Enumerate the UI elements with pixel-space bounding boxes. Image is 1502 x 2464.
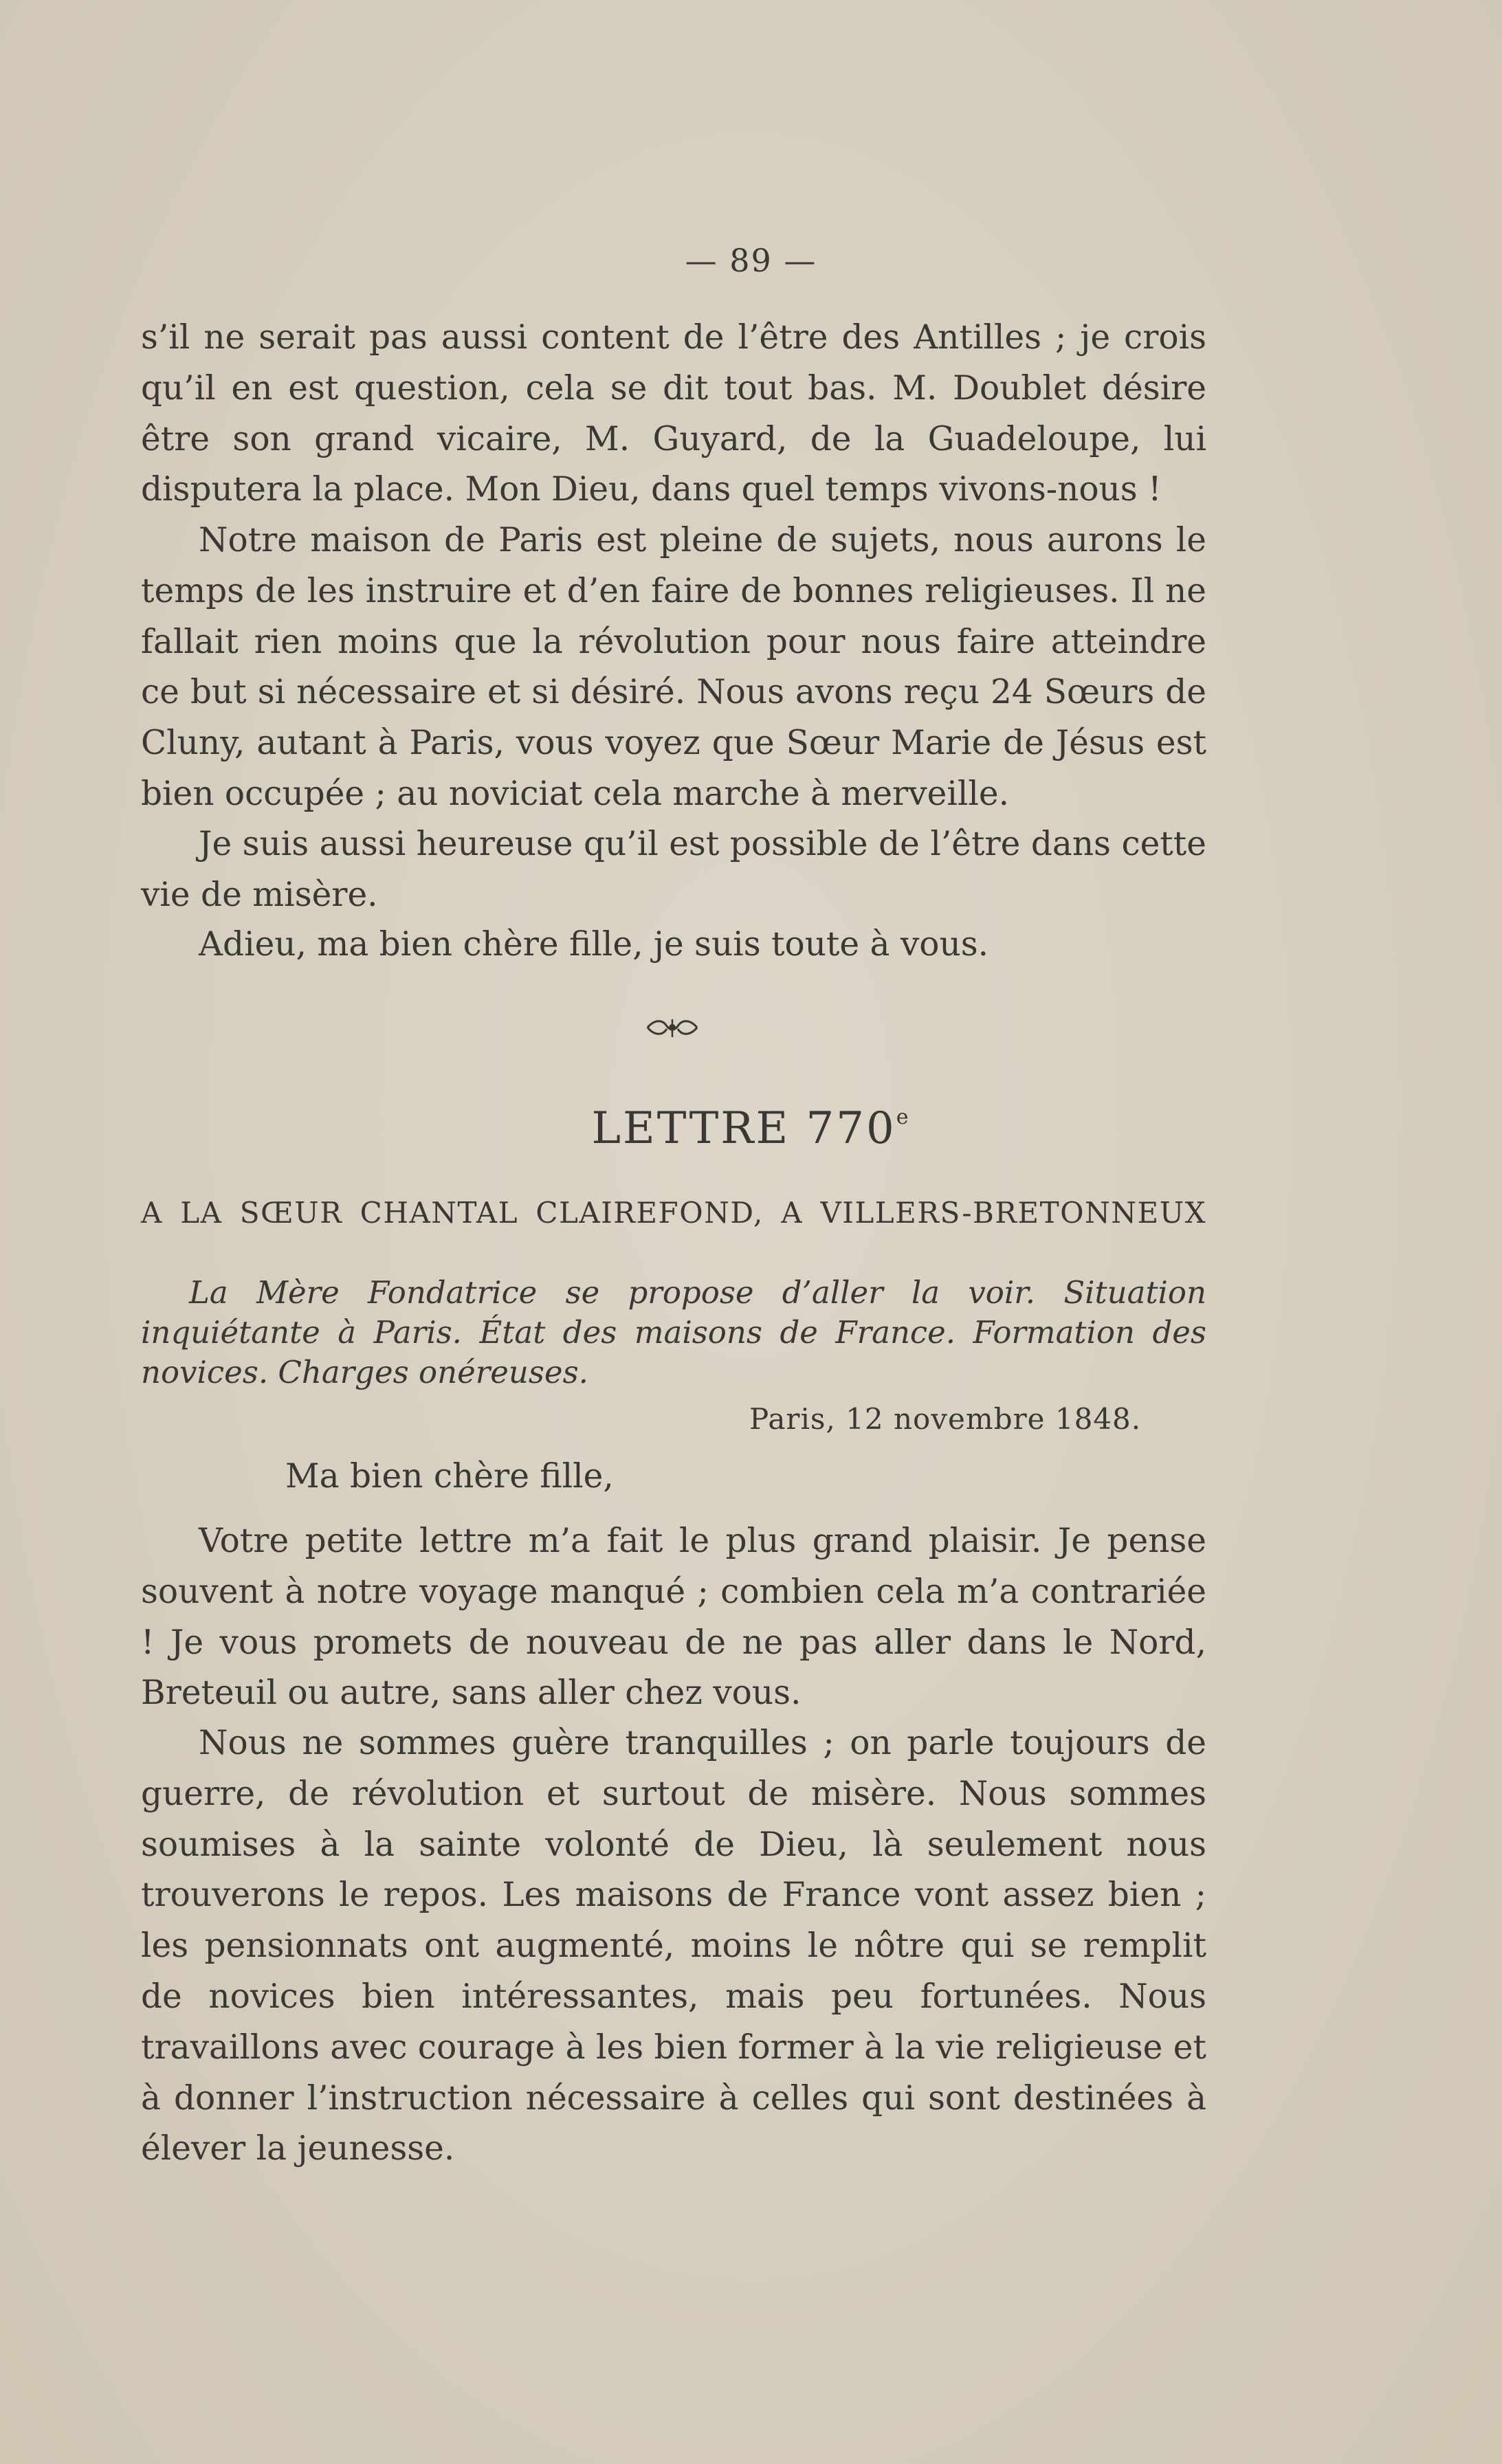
continuation-paragraph: Je suis aussi heureuse qu’il est possible de l’être dans cette vie de misère. (141, 825, 1206, 914)
continuation-paragraph-4-wrap (141, 920, 1206, 970)
page-number: — 89 — (685, 242, 817, 279)
letter-title-text: LETTRE 770 (591, 1103, 896, 1154)
letter-paragraph: Nous ne sommes guère tranquilles ; on parle toujours de guerre, de révolution et surtout de misère. Nous sommes soumises à la sainte volonté de Dieu, là seulement nous trouverons le repos. Les maisons de France vont assez bien ; les pensionnats ont augmenté, moins le nôtre qui se remplit de novices bien intéressantes, mais peu fortunées. Nous travaillons avec courage à les bien former à la vie religieuse et à donner l’instruction nécessaire à celles qui sont destinées à élever la jeunesse. (141, 1724, 1206, 2168)
letter-recipient: A LA SŒUR CHANTAL CLAIREFOND, A VILLERS-BRETONNEUX (141, 1196, 1206, 1230)
letter-paragraph: Votre petite lettre m’a fait le plus grand plaisir. Je pense souvent à notre voyage manqué ; combien cela m’a contrariée ! Je vous promets de nouveau de ne pas aller dans le Nord, Breteuil ou autre, sans aller chez vous. (141, 1522, 1206, 1713)
letter-summary: La Mère Fondatrice se propose d’aller la voir. Situation inquiétante à Paris. État des maisons de France. Formation des novices. Charges onéreuses. (141, 1274, 1206, 1390)
continuation-paragraph: s’il ne serait pas aussi content de l’être des Antilles ; je crois qu’il en est question, cela se dit tout bas. M. Doublet désire être son grand vicaire, M. Guyard, de la Guadeloupe, lui disputera la place. Mon Dieu, dans quel temps vivons-nous ! (141, 318, 1206, 509)
continuation-paragraph-2-wrap (141, 515, 1206, 820)
continuation-paragraph-1-wrap (141, 313, 1206, 515)
letter-paragraph-1-wrap (141, 1516, 1206, 1719)
continuation-paragraph: Notre maison de Paris est pleine de sujets, nous aurons le temps de les instruire et d’en faire de bonnes religieuses. Il ne fallait rien moins que la révolution pour nous faire atteindre ce but si nécessaire et si désiré. Nous avons reçu 24 Sœurs de Cluny, autant à Paris, vous voyez que Sœur Marie de Jésus est bien occupée ; au noviciat cela marche à merveille. (141, 521, 1206, 813)
fleuron-ornament-icon (645, 1014, 700, 1041)
letter-title (0, 1103, 1502, 1154)
letter-salutation: Ma bien chère fille, (285, 1457, 614, 1496)
letter-paragraph-2-wrap (141, 1718, 1206, 2175)
letter-dateline: Paris, 12 novembre 1848. (749, 1402, 1142, 1436)
continuation-paragraph-3-wrap (141, 819, 1206, 921)
continuation-paragraph: Adieu, ma bien chère fille, je suis toute à vous. (199, 925, 989, 964)
letter-title-suffix: e (896, 1105, 911, 1129)
